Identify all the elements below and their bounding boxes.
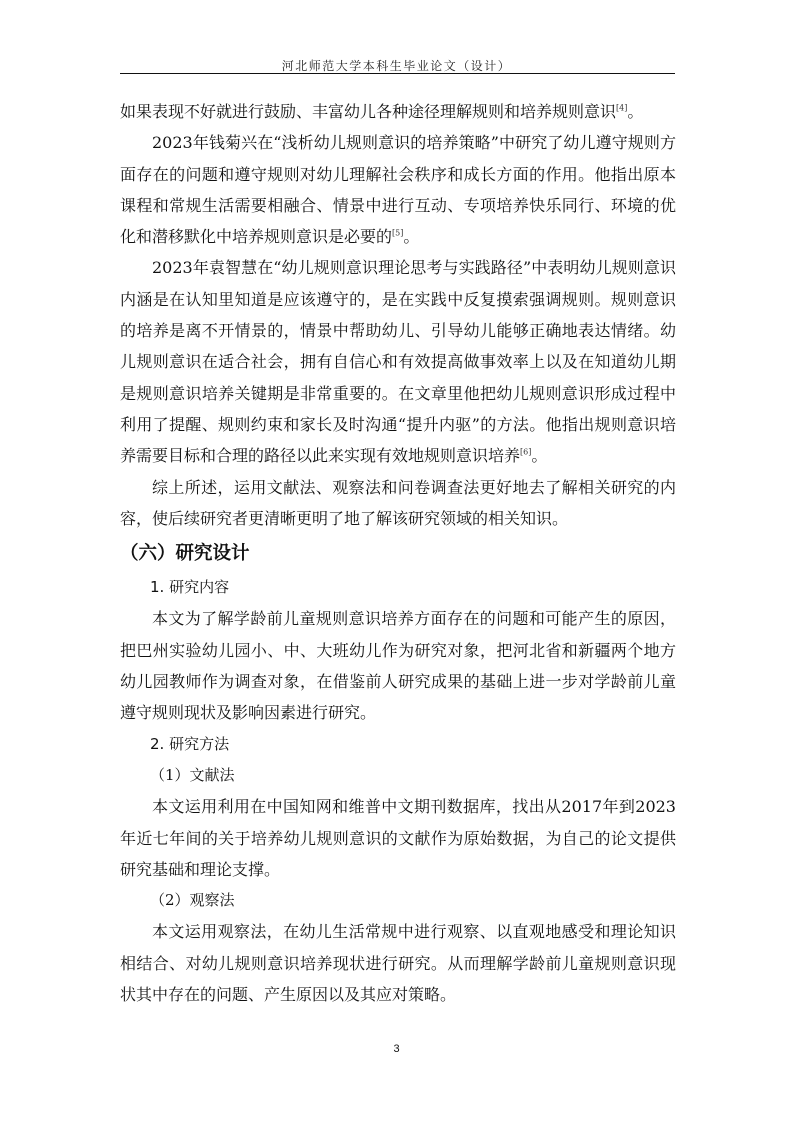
header-divider: [120, 73, 675, 74]
paragraph-summary: 综上所述，运用文献法、观察法和问卷调查法更好地去了解相关研究的内容，使后续研究者更清晰更明了地了解该研究领域的相关知识。: [120, 477, 676, 528]
paragraph-text: 如果表现不好就进行鼓励、丰富幼儿各种途径理解规则和培养规则意识: [120, 102, 617, 121]
citation-marker: [4]: [616, 103, 628, 113]
paragraph-yuan-zhihui: [120, 252, 676, 471]
citation-marker: [5]: [392, 228, 404, 238]
paragraph-continuation: [120, 96, 676, 127]
method-heading-literature: （1）文献法: [150, 765, 235, 784]
method-heading-observation: （2）观察法: [150, 891, 235, 910]
citation-marker: [6]: [520, 447, 532, 457]
page-number: 3: [393, 1043, 400, 1055]
subsection-heading-research-methods: 2. 研究方法: [150, 734, 230, 753]
paragraph-qian-juxing: [120, 127, 676, 252]
paragraph-end: 。: [627, 102, 644, 121]
paragraph-observation-method: 本文运用观察法，在幼儿生活常规中进行观察、以直观地感受和理论知识相结合、对幼儿规则意识培养现状进行研究。从而理解学龄前儿童规则意识现状其中存在的问题、产生原因以及其应对策略。: [120, 922, 676, 1005]
paragraph-text: 2023年袁智慧在“幼儿规则意识理论思考与实践路径”中表明幼儿规则意识内涵是在认知里知道是应该遵守的，是在实践中反复摸索强调规则。规则意识的培养是离不开情景的，情景中帮助幼儿、引导幼儿能够正确地表达情绪。幼儿规则意识在适合社会，拥有自信心和有效提高做事效率上以及在知道幼儿期是规则意识培养关键期是非常重要的。在文章里他把幼儿规则意识形成过程中利用了提醒、规则约束和家长及时沟通“提升内驱”的方法。他指出规则意识培养需要目标和合理的路径以此来实现有效地规则意识培养: [120, 258, 676, 466]
paragraph-research-content: 本文为了解学龄前儿童规则意识培养方面存在的问题和可能产生的原因，把巴州实验幼儿园小、中、大班幼儿作为研究对象，把河北省和新疆两个地方幼儿园教师作为调查对象，在借鉴前人研究成果的基础上进一步对学龄前儿童遵守规则现状及影响因素进行研究。: [120, 609, 676, 723]
paragraph-end: 。: [403, 227, 420, 247]
section-heading-research-design: （六）研究设计: [120, 543, 250, 565]
running-header: 河北师范大学本科生毕业论文（设计）: [281, 59, 512, 73]
paragraph-literature-method: 本文运用利用在中国知网和维普中文期刊数据库，找出从2017年到2023年近七年间的关于培养幼儿规则意识的文献作为原始数据，为自己的论文提供研究基础和理论支撑。: [120, 797, 676, 879]
subsection-heading-research-content: 1. 研究内容: [150, 578, 230, 597]
paragraph-text: 2023年钱菊兴在“浅析幼儿规则意识的培养策略”中研究了幼儿遵守规则方面存在的问题和遵守规则对幼儿理解社会秩序和成长方面的作用。他指出原本课程和常规生活需要相融合、情景中进行互动、专项培养快乐同行、环境的优化和潜移默化中培养规则意识是必要的: [120, 133, 676, 247]
paragraph-end: 。: [531, 446, 548, 466]
document-body: [120, 96, 676, 1010]
